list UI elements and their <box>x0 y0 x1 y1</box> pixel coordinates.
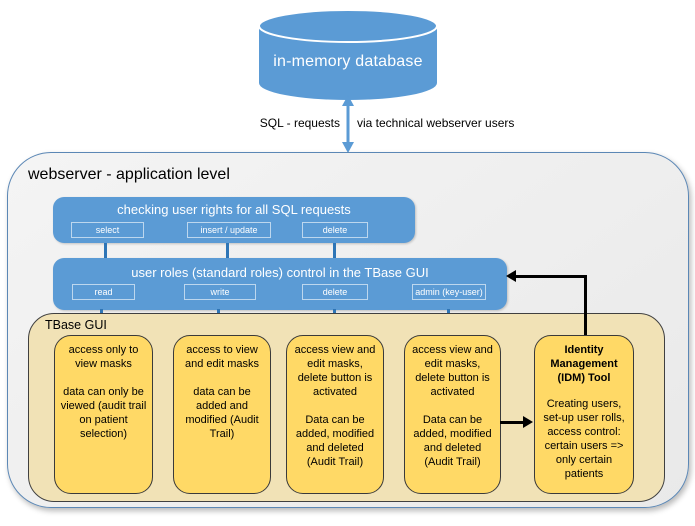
role-box-read-access: access only to view masks <box>68 344 139 370</box>
admin-key-user-button: admin (key-user) <box>412 284 486 300</box>
role-box-write-detail: data can be added and modified (Audit Trail) <box>185 385 259 440</box>
connector-delete-sql <box>333 243 336 259</box>
sql-rights-bar-title: checking user rights for all SQL requests <box>117 202 351 217</box>
idm-to-roles-arrowhead-icon <box>506 270 516 282</box>
role-box-delete-access: access view and edit masks, delete button is activated <box>294 344 376 398</box>
role-box-write <box>173 335 271 494</box>
idm-to-roles-arrow-stem <box>584 275 587 335</box>
role-box-write-access: access to view and edit masks <box>185 344 259 370</box>
idm-tool-box <box>534 335 634 494</box>
select-button: select <box>71 222 144 238</box>
user-roles-bar <box>53 258 507 310</box>
tbase-gui-title: TBase GUI <box>45 318 107 332</box>
role-box-admin <box>404 335 501 494</box>
sql-rights-bar <box>53 197 415 243</box>
webserver-title: webserver - application level <box>28 166 230 183</box>
idm-to-roles-arrow-line <box>516 275 587 278</box>
database-label: in-memory database <box>273 53 423 70</box>
role-box-read <box>54 335 153 494</box>
delete-sql-button: delete <box>302 222 368 238</box>
insert-update-button: insert / update <box>187 222 271 238</box>
database-cylinder <box>257 7 439 101</box>
role-box-read-detail: data can only be viewed (audit trail on patient selection) <box>60 385 147 440</box>
sql-requests-label: SQL - requests <box>259 116 340 130</box>
delete-role-button: delete <box>302 284 368 300</box>
idm-tool-title: Identity Management (IDM) Tool <box>550 344 618 384</box>
double-arrow-icon <box>340 95 356 153</box>
role-box-admin-detail: Data can be added, modified and deleted (Audit Trail) <box>413 413 492 468</box>
role-box-delete <box>286 335 384 494</box>
read-button: read <box>72 284 135 300</box>
tbase-gui-container <box>28 313 665 502</box>
user-roles-bar-title: user roles (standard roles) control in the TBase GUI <box>131 265 429 280</box>
technical-users-label: via technical webserver users <box>357 116 515 130</box>
idm-tool-detail: Creating users, set-up user rolls, access control: certain users => only certain patients <box>543 397 625 480</box>
connector-insert-update <box>226 243 229 259</box>
write-button: write <box>184 284 256 300</box>
admin-to-idm-arrow-line <box>500 421 525 424</box>
role-box-delete-detail: Data can be added, modified and deleted (Audit Trail) <box>295 413 375 468</box>
role-box-admin-access: access view and edit masks, delete button is activated <box>412 344 493 398</box>
connector-select <box>104 243 107 259</box>
admin-to-idm-arrowhead-icon <box>523 416 533 428</box>
